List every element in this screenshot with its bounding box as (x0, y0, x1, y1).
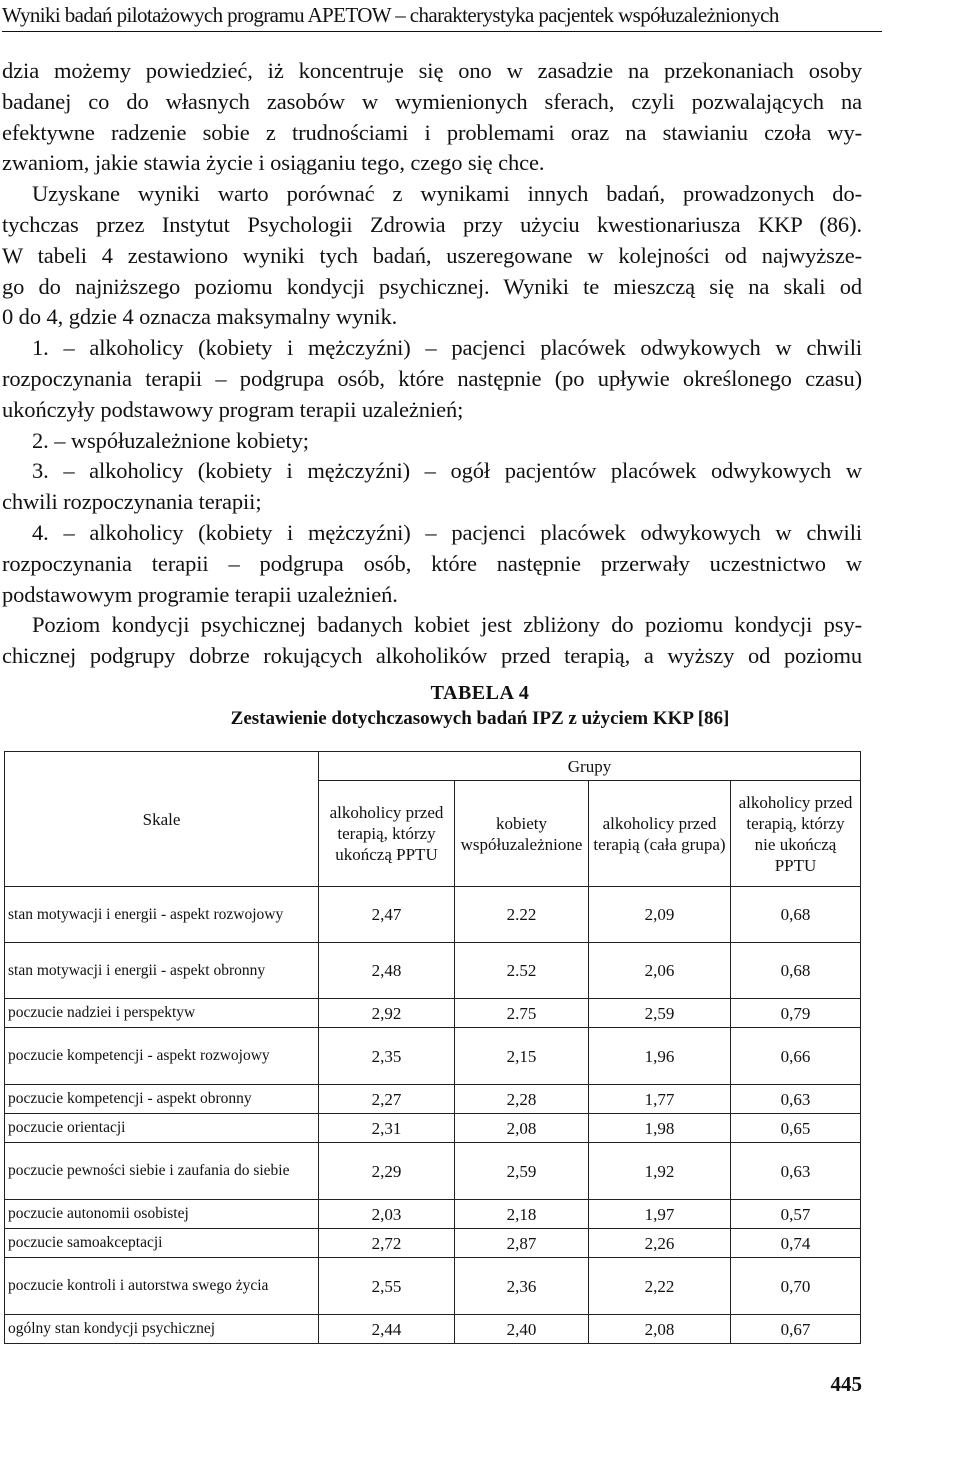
value-cell: 0,65 (731, 1114, 861, 1143)
table-row (5, 1315, 861, 1344)
text-line: go do najniższego poziomu kondycji psychicznej. Wyniki te mieszczą się na skali od (2, 273, 862, 299)
text-line: 4. – alkoholicy (kobiety i mężczyźni) – pacjenci placówek odwykowych w chwili (32, 519, 862, 545)
value-cell: 0,70 (731, 1258, 861, 1315)
value-cell: 2,09 (589, 887, 731, 943)
text-line: 1. – alkoholicy (kobiety i mężczyźni) – pacjenci placówek odwykowych w chwili (32, 335, 862, 361)
scale-cell: ogólny stan kondycji psychicznej (5, 1315, 319, 1344)
scale-cell: poczucie kompetencji - aspekt rozwojowy (5, 1028, 319, 1085)
running-header: Wyniki badań pilotażowych programu APETOW – charakterystyka pacjentek współuzależnionych (2, 2, 882, 32)
scale-cell: poczucie samoakceptacji (5, 1229, 319, 1258)
text-line: rozpoczynania terapii – podgrupa osób, które następnie przerwały uczestnictwo w (2, 550, 862, 576)
table-row (5, 1085, 861, 1114)
value-cell: 2,15 (455, 1028, 589, 1085)
table-row (5, 1258, 861, 1315)
text-line: badanej co do własnych zasobów w wymienionych sferach, czyli pozwalających na (2, 88, 862, 114)
table-row (5, 1229, 861, 1258)
scale-cell: stan motywacji i energii - aspekt obronny (5, 943, 319, 999)
groups-header: Grupy (319, 752, 861, 781)
scale-cell: poczucie kompetencji - aspekt obronny (5, 1085, 319, 1114)
column-header: kobiety współuzależnione (455, 781, 589, 887)
text-line: rozpoczynania terapii – podgrupa osób, które następnie (po upływie określonego czasu) (2, 365, 862, 391)
text-line: Poziom kondycji psychicznej badanych kobiet jest zbliżony do poziomu kondycji psy- (32, 612, 862, 638)
scale-cell: poczucie kontroli i autorstwa swego życia (5, 1258, 319, 1315)
table-row (5, 1114, 861, 1143)
value-cell: 2,22 (589, 1258, 731, 1315)
value-cell: 2,59 (455, 1143, 589, 1200)
value-cell: 0,74 (731, 1229, 861, 1258)
value-cell: 0,79 (731, 999, 861, 1028)
table-row (5, 887, 861, 943)
text-line: ukończyły podstawowy program terapii uzależnień; (2, 396, 464, 422)
value-cell: 2.52 (455, 943, 589, 999)
body-text (2, 56, 862, 672)
table-row (5, 1200, 861, 1229)
value-cell: 2,44 (319, 1315, 455, 1344)
value-cell: 2,06 (589, 943, 731, 999)
value-cell: 2.75 (455, 999, 589, 1028)
value-cell: 2.22 (455, 887, 589, 943)
text-line: tychczas przez Instytut Psychologii Zdrowia przy użyciu kwestionariusza KKP (86). (2, 211, 862, 237)
text-line: Uzyskane wyniki warto porównać z wynikami innych badań, prowadzonych do- (32, 181, 862, 207)
value-cell: 2,28 (455, 1085, 589, 1114)
table-title: TABELA 4 (430, 682, 530, 704)
scale-cell: poczucie autonomii osobistej (5, 1200, 319, 1229)
value-cell: 2,40 (455, 1315, 589, 1344)
table-subtitle: Zestawienie dotychczasowych badań IPZ z użyciem KKP [86] (230, 708, 730, 729)
value-cell: 0,63 (731, 1085, 861, 1114)
value-cell: 2,47 (319, 887, 455, 943)
scale-cell: stan motywacji i energii - aspekt rozwojowy (5, 887, 319, 943)
text-line: 3. – alkoholicy (kobiety i mężczyźni) – ogół pacjentów placówek odwykowych w (32, 458, 862, 484)
value-cell: 2,03 (319, 1200, 455, 1229)
value-cell: 2,36 (455, 1258, 589, 1315)
value-cell: 0,68 (731, 887, 861, 943)
text-line: 2. – współuzależnione kobiety; (32, 427, 309, 453)
column-header: alkoholicy przed terapią (cała grupa) (589, 781, 731, 887)
value-cell: 0,57 (731, 1200, 861, 1229)
text-line: chwili rozpoczynania terapii; (2, 489, 262, 515)
value-cell: 1,77 (589, 1085, 731, 1114)
scale-cell: poczucie pewności siebie i zaufania do siebie (5, 1143, 319, 1200)
value-cell: 2,59 (589, 999, 731, 1028)
table-row (5, 1143, 861, 1200)
scale-cell: poczucie nadziei i perspektyw (5, 999, 319, 1028)
results-table (4, 751, 861, 1344)
text-line: W tabeli 4 zestawiono wyniki tych badań, uszeregowane w kolejności od najwyższe- (2, 242, 862, 268)
text-line: chicznej podgrupy dobrze rokujących alkoholików przed terapią, a wyższy od poziomu (2, 643, 862, 669)
value-cell: 0,67 (731, 1315, 861, 1344)
value-cell: 2,08 (455, 1114, 589, 1143)
text-line: zwaniom, jakie stawia życie i osiąganiu tego, czego się chce. (2, 150, 545, 176)
value-cell: 2,18 (455, 1200, 589, 1229)
page-number: 445 (830, 1372, 862, 1396)
text-line: podstawowym programie terapii uzależnień. (2, 581, 398, 607)
value-cell: 2,08 (589, 1315, 731, 1344)
scale-cell: poczucie orientacji (5, 1114, 319, 1143)
value-cell: 2,72 (319, 1229, 455, 1258)
table-row (5, 999, 861, 1028)
column-header: alkoholicy przed terapią, którzy ukończą PPTU (319, 781, 455, 887)
value-cell: 2,35 (319, 1028, 455, 1085)
value-cell: 2,29 (319, 1143, 455, 1200)
value-cell: 1,96 (589, 1028, 731, 1085)
value-cell: 2,31 (319, 1114, 455, 1143)
value-cell: 0,68 (731, 943, 861, 999)
value-cell: 2,92 (319, 999, 455, 1028)
text-line: efektywne radzenie sobie z trudnościami i problemami oraz na stawianiu czoła wy- (2, 119, 862, 145)
value-cell: 1,92 (589, 1143, 731, 1200)
value-cell: 0,63 (731, 1143, 861, 1200)
value-cell: 2,87 (455, 1229, 589, 1258)
value-cell: 2,27 (319, 1085, 455, 1114)
text-line: dzia możemy powiedzieć, iż koncentruje się ono w zasadzie na przekonaniach osoby (2, 58, 862, 83)
value-cell: 0,66 (731, 1028, 861, 1085)
table-row (5, 943, 861, 999)
value-cell: 2,55 (319, 1258, 455, 1315)
table-row (5, 1028, 861, 1085)
value-cell: 2,26 (589, 1229, 731, 1258)
column-header: alkoholicy przed terapią, którzy nie ukończą PPTU (731, 781, 861, 887)
value-cell: 2,48 (319, 943, 455, 999)
value-cell: 1,97 (589, 1200, 731, 1229)
scale-column-header: Skale (5, 752, 319, 887)
value-cell: 1,98 (589, 1114, 731, 1143)
text-line: 0 do 4, gdzie 4 oznacza maksymalny wynik. (2, 304, 398, 330)
